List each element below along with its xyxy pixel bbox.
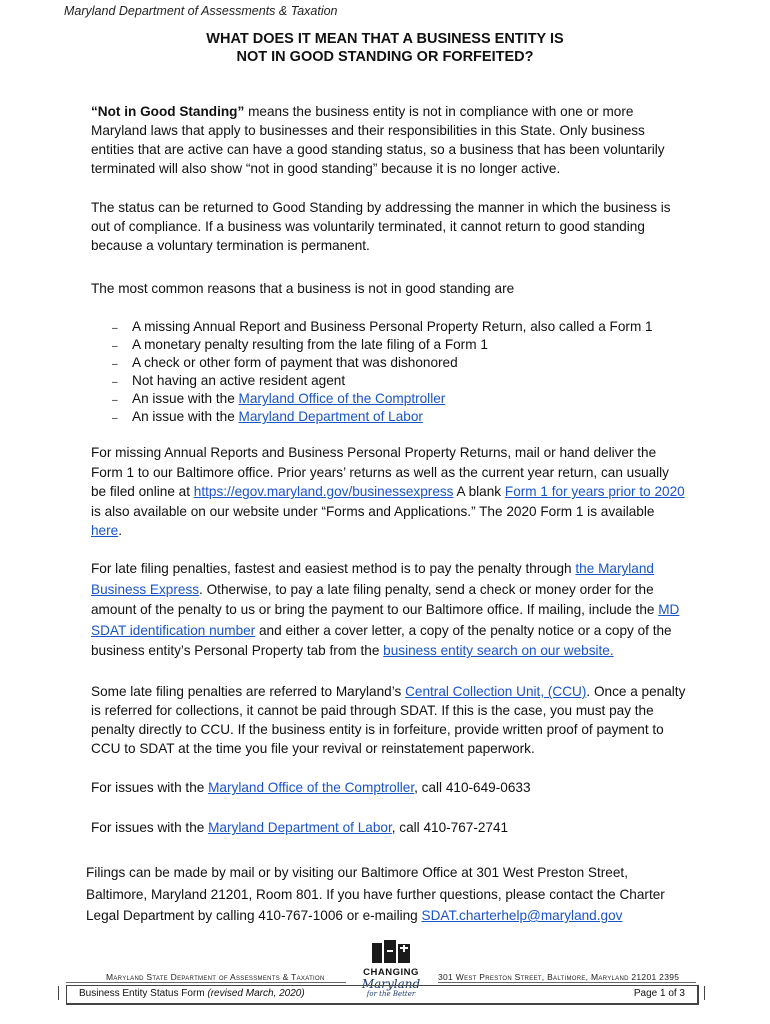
reason-text: A check or other form of payment that was dishonored (132, 355, 458, 370)
form-revised: (revised March, 2020) (207, 988, 305, 999)
bullet-dash-icon: ‒ (112, 377, 118, 388)
footer-agency-name: Maryland State Department of Assessments & Taxation (106, 972, 325, 982)
title-line-1: WHAT DOES IT MEAN THAT A BUSINESS ENTITY IS (206, 31, 564, 47)
list-item (110, 372, 680, 390)
business-entity-search-link[interactable]: business entity search on our website. (383, 643, 614, 658)
comptroller-link[interactable]: Maryland Office of the Comptroller (238, 391, 446, 406)
bullet-dash-icon: ‒ (112, 413, 118, 424)
text: is also available on our website under “Forms and Applications.” The 2020 Form 1 is available (91, 503, 655, 519)
bullet-dash-icon: ‒ (112, 359, 118, 370)
labor-department-link[interactable]: Maryland Department of Labor (238, 409, 423, 424)
list-item (110, 336, 680, 354)
paragraph-collections (91, 682, 686, 758)
text: For late filing penalties, fastest and easiest method is to pay the penalty through (91, 561, 576, 576)
footer-rule-left (66, 982, 346, 983)
text: . Once a penalty is referred for collections, it cannot be paid through SDAT. If this is the case, you must pay the penalty directly to CCU. If the business entity is in forfeiture, provide written proof of payment to CCU to SDAT at the time you file your revival or reinstatement paperwork. (91, 684, 686, 756)
reason-text: An issue with the (132, 391, 239, 406)
intro-text: means the business entity is not in compliance with one or more Maryland laws that apply to businesses and their responsibilities in this State. Only business entities that are active can have a good standing status, so a business that has been voluntarily terminated will also show “not in good standing” because it is no longer active. (91, 104, 665, 176)
page-title (0, 30, 770, 66)
form1-2020-here-link[interactable]: here (91, 523, 119, 539)
logo-mark-icon (368, 940, 414, 964)
text: Some late filing penalties are referred to Maryland’s (91, 684, 406, 699)
text: Filings can be made by mail or by visiting our Baltimore Office at 301 West Preston Street, Baltimore, Maryland 21201, Room 801. If you have further questions, please contact the Charter Legal Department by calling 410-767-1006 or e-mailing (86, 865, 665, 923)
list-item (110, 408, 680, 426)
text: For issues with the (91, 820, 209, 835)
text: , call 410-649-0633 (414, 780, 531, 795)
page-number: Page 1 of 3 (633, 988, 685, 999)
logo-line-2: Maryland (361, 977, 421, 991)
central-collection-unit-link[interactable]: Central Collection Unit, (CCU) (405, 684, 587, 699)
list-item (110, 318, 680, 336)
reason-text: A monetary penalty resulting from the late filing of a Form 1 (132, 337, 488, 352)
agency-header: Maryland Department of Assessments & Taxation (64, 4, 338, 18)
text: . Otherwise, to pay a late filing penalty, send a check or money order for the amount of the penalty to us or bring the payment to our Baltimore office. If mailing, include the (91, 581, 659, 617)
paragraph-reasons-intro: The most common reasons that a business is not in good standing are (91, 281, 515, 296)
paragraph-comptroller-contact (91, 778, 686, 797)
footer-rule-right (438, 982, 696, 983)
intro-paragraph (91, 102, 686, 178)
list-item (110, 390, 680, 408)
text: For issues with the (91, 780, 209, 795)
text: A blank (453, 484, 505, 500)
title-line-2: NOT IN GOOD STANDING OR FORFEITED? (236, 49, 534, 65)
paragraph-missing-reports (91, 443, 686, 541)
reason-text: A missing Annual Report and Business Personal Property Return, also called a Form 1 (132, 319, 653, 334)
text: and either a cover letter, a copy of the penalty notice or a copy of the business entity’s Personal Property tab from the (91, 622, 672, 658)
list-item (110, 354, 680, 372)
text: , call 410-767-2741 (391, 820, 509, 835)
sdat-id-number-link[interactable]: MD SDAT identification number (91, 602, 680, 638)
logo-line-1: CHANGING (363, 967, 419, 978)
maryland-business-express-link[interactable]: the Maryland Business Express (91, 561, 654, 597)
form1-prior-years-link[interactable]: Form 1 for years prior to 2020 (504, 484, 685, 500)
business-express-url-link[interactable]: https://egov.maryland.gov/businessexpress (193, 484, 454, 500)
logo-line-3: for the Better (366, 990, 416, 998)
text: . (118, 523, 122, 539)
form-name: Business Entity Status Form (revised March, 2020) (79, 988, 305, 999)
paragraph-status: The status can be returned to Good Standing by addressing the manner in which the business is out of compliance. If a business was voluntarily terminated, it cannot return to good standing because a voluntary termination is permanent. (91, 200, 671, 253)
reasons-list (110, 318, 680, 426)
bullet-dash-icon: ‒ (112, 323, 118, 334)
labor-contact-link[interactable]: Maryland Department of Labor (208, 820, 392, 835)
comptroller-contact-link[interactable]: Maryland Office of the Comptroller (208, 780, 415, 795)
footer-tick-left (58, 986, 59, 1000)
reason-text: An issue with the (132, 409, 239, 424)
footer-tick-right (704, 986, 705, 1000)
footer-address: 301 West Preston Street, Baltimore, Maryland 21201 2395 (438, 972, 680, 982)
text: For missing Annual Reports and Business Personal Property Returns, mail or hand deliver the Form 1 to our Baltimore office. Prior years’ returns as well as the current year return, can usually be filed online at (91, 445, 669, 500)
reason-text: Not having an active resident agent (132, 373, 346, 388)
charterhelp-email-link[interactable]: SDAT.charterhelp@maryland.gov (421, 908, 623, 923)
bullet-dash-icon: ‒ (112, 395, 118, 406)
intro-term: “Not in Good Standing” (91, 104, 245, 119)
paragraph-labor-contact (91, 818, 686, 837)
footer-form-box (66, 985, 699, 1005)
paragraph-late-penalties (91, 559, 686, 662)
paragraph-filings (86, 862, 686, 927)
bullet-dash-icon: ‒ (112, 341, 118, 352)
